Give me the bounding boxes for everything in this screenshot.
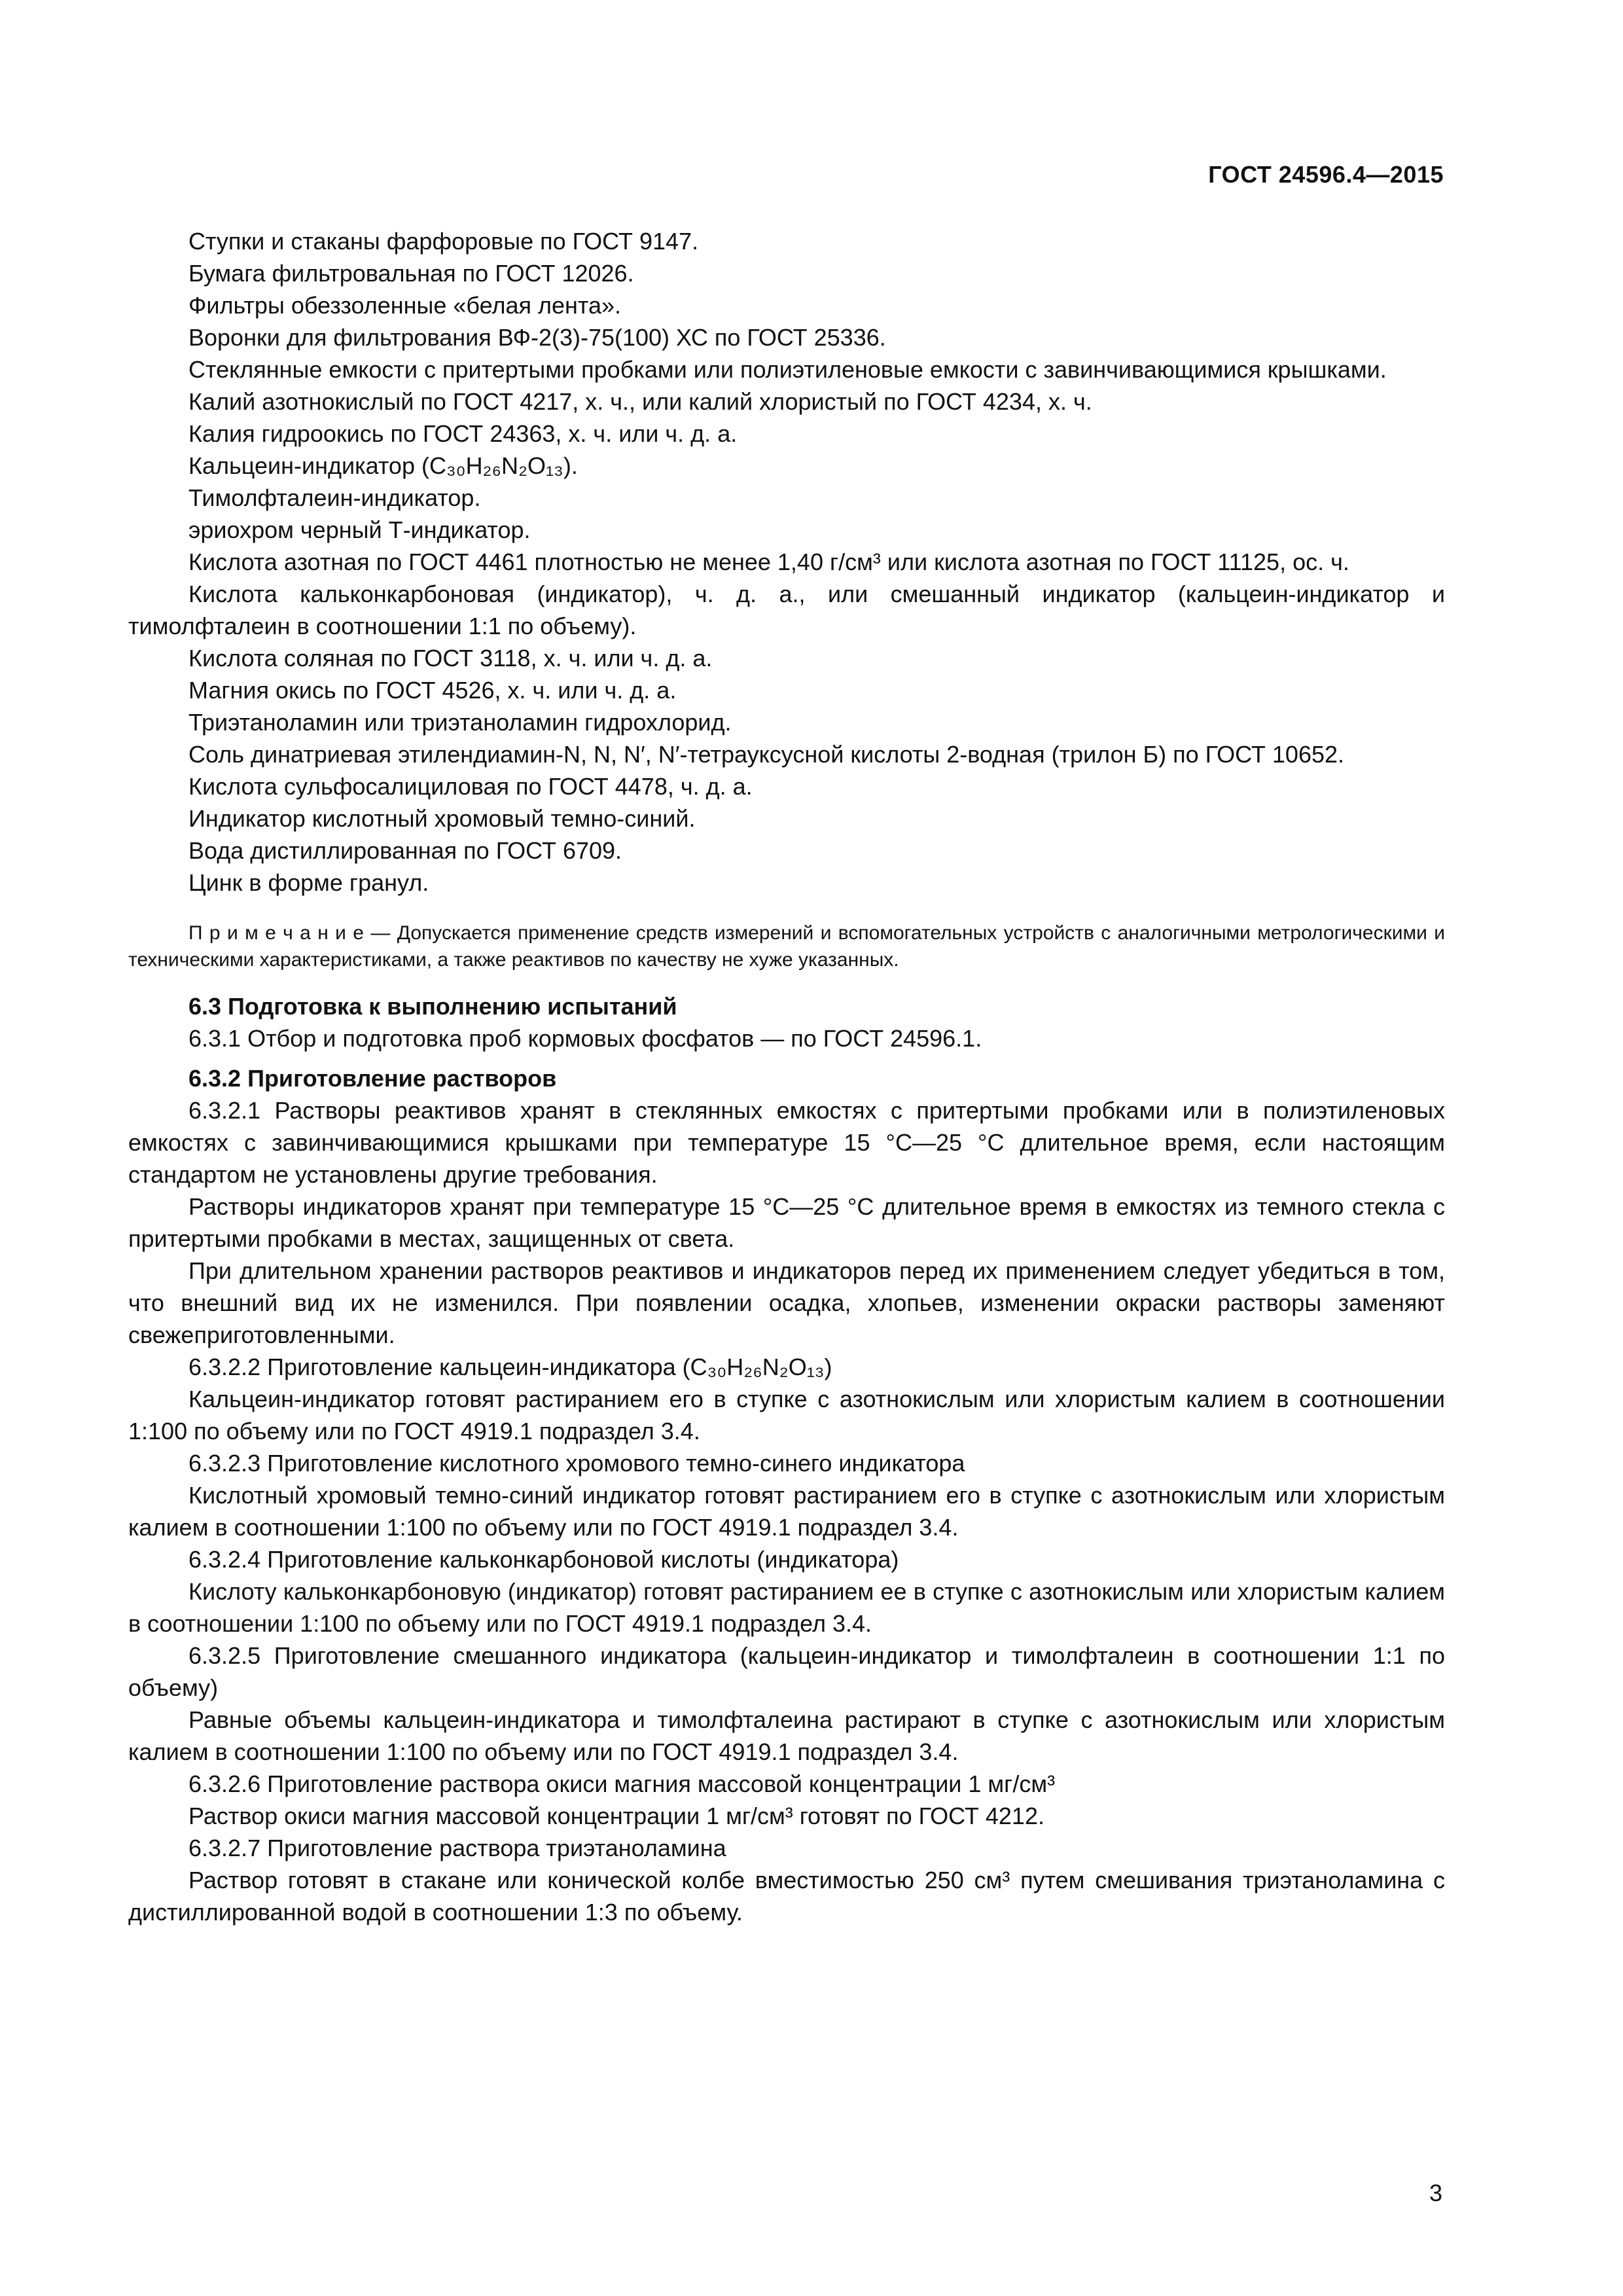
paragraph: эриохром черный Т-индикатор. <box>188 516 531 543</box>
paragraph: Равные объемы кальцеин-индикатора и тимолфталеина растирают в ступке с азотнокислым или хлористым калием в соотношении 1:100 по объему или по ГОСТ 4919.1 подраздел 3.4. <box>128 1706 1445 1765</box>
paragraph: Триэтаноламин или триэтаноламин гидрохлорид. <box>188 709 732 736</box>
paragraph: Раствор готовят в стакане или конической колбе вместимостью 250 см³ путем смешивания триэтаноламина с дистиллированной водой в соотношении 1:3 по объему. <box>128 1867 1445 1926</box>
paragraph: 6.3.2.7 Приготовление раствора триэтаноламина <box>188 1835 726 1861</box>
paragraph: Кальцеин-индикатор (C₃₀H₂₆N₂O₁₃). <box>188 452 578 479</box>
paragraph: Индикатор кислотный хромовый темно-синий. <box>188 805 696 832</box>
note-paragraph: П р и м е ч а н и е — Допускается применение средств измерений и вспомогательных устройств с аналогичными метрологическими и техническими характеристиками, а также реактивов по качеству не хуже указанных. <box>128 922 1445 971</box>
paragraph: 6.3.2.6 Приготовление раствора окиси магния массовой концентрации 1 мг/см³ <box>188 1770 1056 1797</box>
paragraph: Кальцеин-индикатор готовят растиранием его в ступке с азотнокислым или хлористым калием в соотношении 1:100 по объему или по ГОСТ 4919.1 подраздел 3.4. <box>128 1386 1445 1444</box>
page-number: 3 <box>1429 2179 1442 2206</box>
paragraph: Воронки для фильтрования ВФ-2(3)-75(100) ХС по ГОСТ 25336. <box>188 324 886 351</box>
paragraph: 6.3.2.5 Приготовление смешанного индикатора (кальцеин-индикатор и тимолфталеин в соотношении 1:1 по объему) <box>128 1642 1445 1701</box>
paragraph: Соль динатриевая этилендиамин-N, N, N′, N′-тетрауксусной кислоты 2-водная (трилон Б) по ГОСТ 10652. <box>188 741 1345 768</box>
paragraph: Кислота кальконкарбоновая (индикатор), ч. д. а., или смешанный индикатор (кальцеин-индикатор и тимолфталеин в соотношении 1:1 по объему). <box>128 581 1445 639</box>
paragraph: Цинк в форме гранул. <box>188 869 429 896</box>
paragraph: Кислота соляная по ГОСТ 3118, х. ч. или ч. д. а. <box>188 645 713 672</box>
paragraph: 6.3.2.2 Приготовление кальцеин-индикатора (C₃₀H₂₆N₂O₁₃) <box>188 1354 832 1380</box>
document-designation-header: ГОСТ 24596.4—2015 <box>1208 161 1444 188</box>
paragraph: Фильтры обеззоленные «белая лента». <box>188 292 622 319</box>
paragraph: 6.3.2.4 Приготовление кальконкарбоновой кислоты (индикатора) <box>188 1546 899 1573</box>
document-body <box>128 225 1445 1928</box>
paragraph: Стеклянные емкости с притертыми пробками или полиэтиленовые емкости с завинчивающимися крышками. <box>188 356 1387 383</box>
paragraph: Вода дистиллированная по ГОСТ 6709. <box>188 837 622 864</box>
paragraph: Тимолфталеин-индикатор. <box>188 484 481 511</box>
paragraph: Магния окись по ГОСТ 4526, х. ч. или ч. д. а. <box>188 677 677 704</box>
paragraph: Кислота сульфосалициловая по ГОСТ 4478, ч. д. а. <box>188 773 753 800</box>
paragraph: 6.3.2.1 Растворы реактивов хранят в стеклянных емкостях с притертыми пробками или в полиэтиленовых емкостях с завинчивающимися крышками при температуре 15 °С—25 °С длительное время, если настоящим стандартом не установлены другие требования. <box>128 1097 1445 1188</box>
paragraph: При длительном хранении растворов реактивов и индикаторов перед их применением следует убедиться в том, что внешний вид их не изменился. При появлении осадка, хлопьев, изменении окраски растворы заменяют свежеприготовленными. <box>128 1257 1445 1348</box>
paragraph: Ступки и стаканы фарфоровые по ГОСТ 9147. <box>188 228 699 255</box>
paragraph: Кислоту кальконкарбоновую (индикатор) готовят растиранием ее в ступке с азотнокислым или хлористым калием в соотношении 1:100 по объему или по ГОСТ 4919.1 подраздел 3.4. <box>128 1578 1445 1637</box>
paragraph: Калия гидроокись по ГОСТ 24363, х. ч. или ч. д. а. <box>188 420 738 447</box>
section-heading: 6.3 Подготовка к выполнению испытаний <box>188 993 677 1020</box>
paragraph: 6.3.1 Отбор и подготовка проб кормовых фосфатов — по ГОСТ 24596.1. <box>188 1025 982 1052</box>
paragraph: Растворы индикаторов хранят при температуре 15 °С—25 °С длительное время в емкостях из темного стекла с притертыми пробками в местах, защищенных от света. <box>128 1193 1445 1252</box>
paragraph: Бумага фильтровальная по ГОСТ 12026. <box>188 260 634 287</box>
paragraph: 6.3.2.3 Приготовление кислотного хромового темно-синего индикатора <box>188 1450 965 1477</box>
paragraph: Калий азотнокислый по ГОСТ 4217, х. ч., или калий хлористый по ГОСТ 4234, х. ч. <box>188 388 1092 415</box>
paragraph: Кислотный хромовый темно-синий индикатор готовят растиранием его в ступке с азотнокислым или хлористым калием в соотношении 1:100 по объему или по ГОСТ 4919.1 подраздел 3.4. <box>128 1482 1445 1541</box>
paragraph: Раствор окиси магния массовой концентрации 1 мг/см³ готовят по ГОСТ 4212. <box>188 1803 1044 1829</box>
section-heading: 6.3.2 Приготовление растворов <box>188 1065 557 1092</box>
paragraph: Кислота азотная по ГОСТ 4461 плотностью не менее 1,40 г/см³ или кислота азотная по ГОСТ 11125, ос. ч. <box>188 548 1349 575</box>
